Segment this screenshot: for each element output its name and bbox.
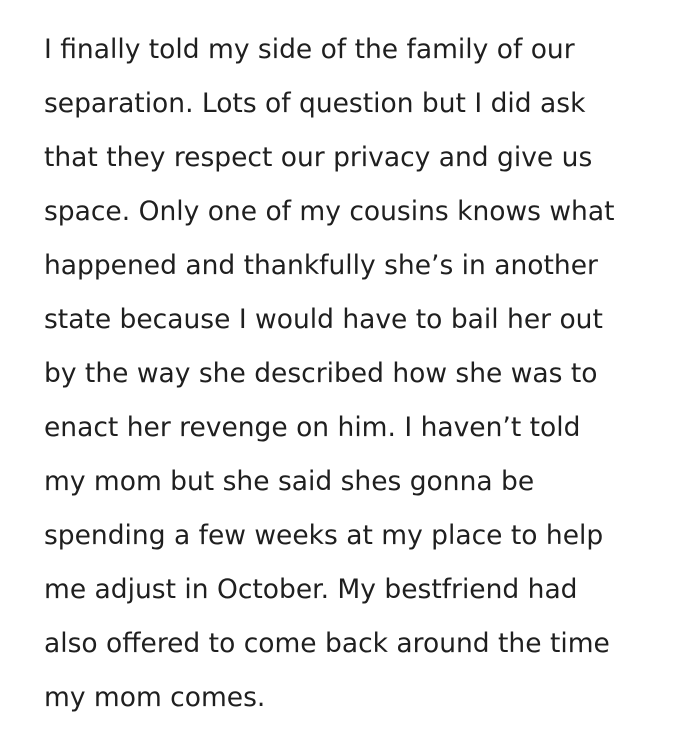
text-line: also offered to come back around the time <box>44 628 610 659</box>
text-line: that they respect our privacy and give us <box>44 142 593 173</box>
text-line: happened and thankfully she’s in another <box>44 250 598 281</box>
text-line: space. Only one of my cousins knows what <box>44 196 615 227</box>
text-line: I finally told my side of the family of our <box>44 34 575 65</box>
text-line: my mom but she said shes gonna be <box>44 466 535 497</box>
text-line: me adjust in October. My bestfriend had <box>44 574 578 605</box>
text-line: state because I would have to bail her out <box>44 304 603 335</box>
text-line: separation. Lots of question but I did ask <box>44 88 586 119</box>
text-line: by the way she described how she was to <box>44 358 598 389</box>
text-line: enact her revenge on him. I haven’t told <box>44 412 581 443</box>
text-line: my mom comes. <box>44 682 266 713</box>
text-line: spending a few weeks at my place to help <box>44 520 604 551</box>
story-paragraph <box>44 23 684 725</box>
